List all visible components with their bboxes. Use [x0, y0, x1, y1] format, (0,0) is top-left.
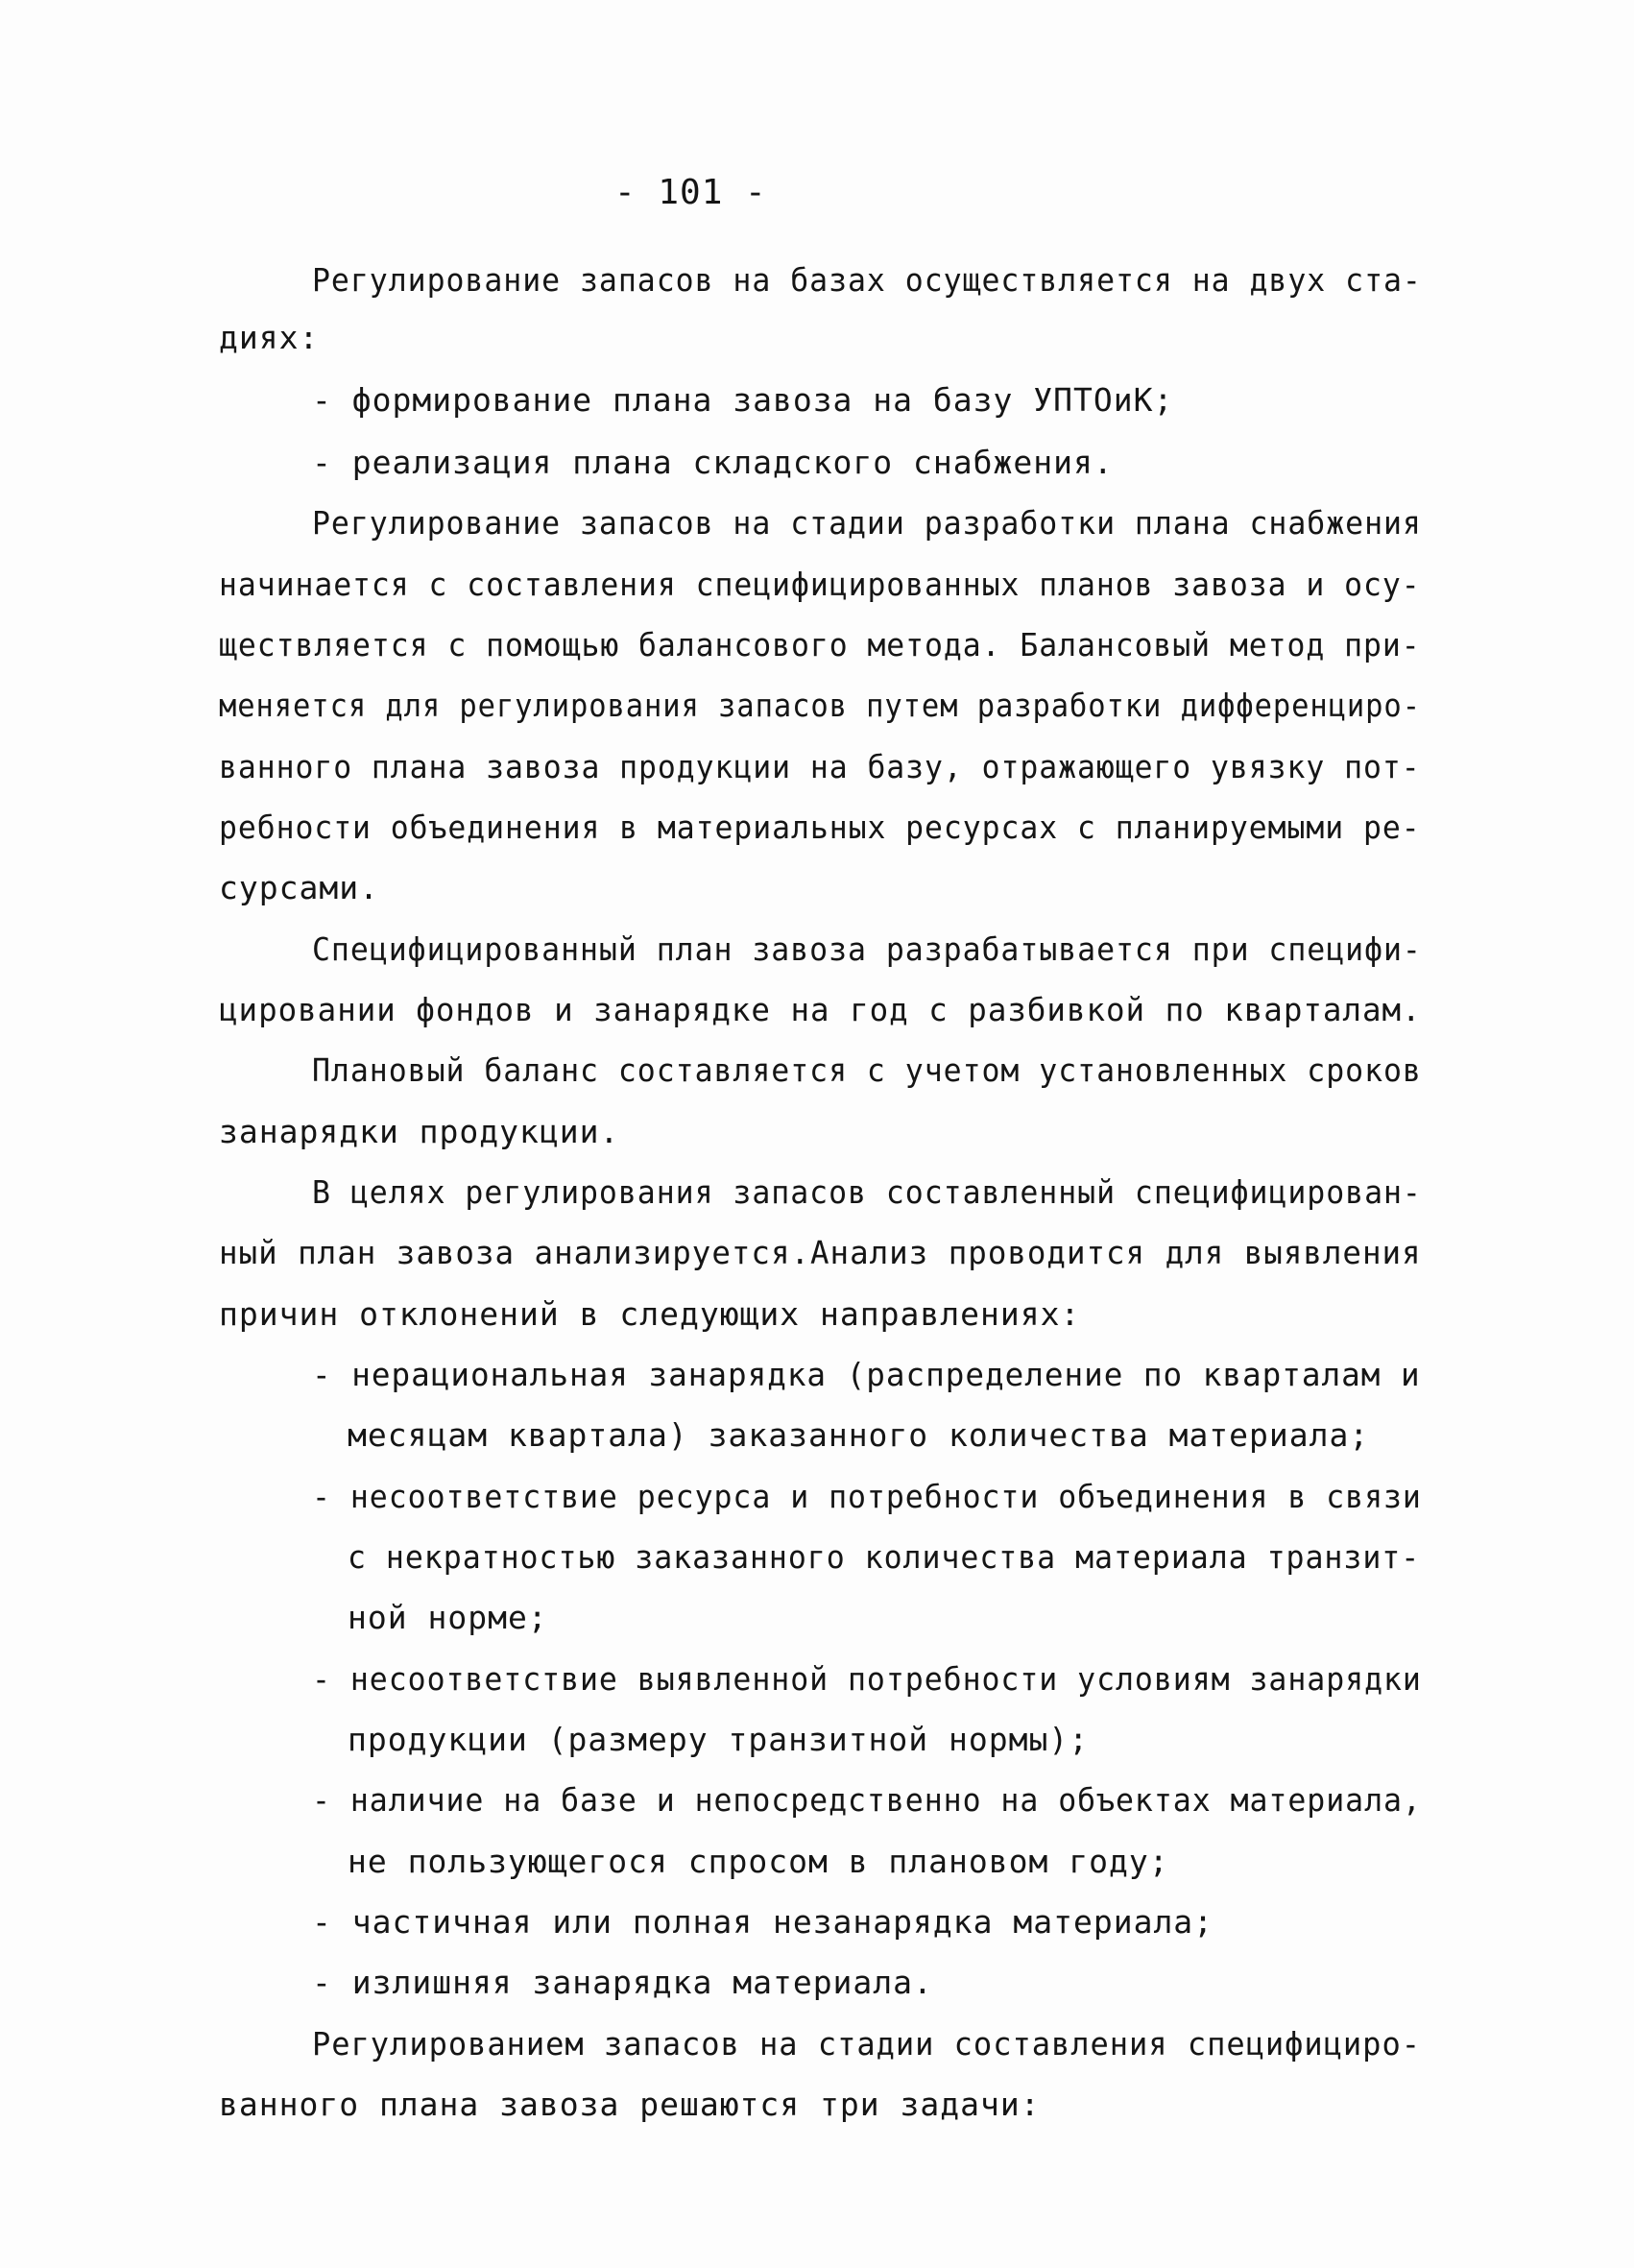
text-line: ный план завоза анализируется.Анализ проводится для выявления: [219, 1234, 1422, 1271]
text-line: диях:: [219, 319, 320, 356]
text-line: - излишняя занарядка материала.: [312, 1964, 933, 2001]
text-line: сурсами.: [219, 869, 379, 906]
text-line: - частичная или полная незанарядка материала;: [312, 1903, 1214, 1941]
text-line: Плановый баланс составляется с учетом установленных сроков: [312, 1051, 1422, 1089]
text-line: Регулирование запасов на стадии разработки плана снабжения: [312, 504, 1422, 542]
text-line: - несоответствие ресурса и потребности объединения в связи: [312, 1478, 1422, 1515]
text-line: ной норме;: [348, 1599, 548, 1636]
text-line: ванного плана завоза продукции на базу, отражающего увязку пот-: [219, 748, 1421, 785]
text-line: ребности объединения в материальных ресурсах с планируемыми ре-: [219, 808, 1421, 846]
page-number: - 101 -: [614, 173, 767, 212]
text-line: Регулирование запасов на базах осуществляется на двух ста-: [312, 261, 1422, 299]
text-line: - нерациональная занарядка (распределение по кварталам и: [312, 1356, 1421, 1393]
text-line: начинается с составления специфицированных планов завоза и осу-: [219, 566, 1421, 603]
text-line: продукции (размеру транзитной нормы);: [348, 1721, 1090, 1758]
text-line: цировании фондов и занарядке на год с разбивкой по кварталам.: [219, 991, 1422, 1028]
text-line: не пользующегося спросом в плановом году;: [348, 1843, 1169, 1880]
text-line: В целях регулирования запасов составленный специфицирован-: [312, 1173, 1422, 1211]
text-line: - несоответствие выявленной потребности условиям занарядки: [312, 1660, 1422, 1698]
text-line: причин отклонений в следующих направлениях:: [219, 1295, 1081, 1333]
text-line: с некратностью заказанного количества материала транзит-: [348, 1538, 1421, 1576]
text-line: - реализация плана складского снабжения.: [312, 444, 1114, 481]
text-line: - наличие на базе и непосредственно на объектах материала,: [312, 1781, 1422, 1819]
text-line: занарядки продукции.: [219, 1113, 620, 1150]
text-line: ванного плана завоза решаются три задачи:: [219, 2086, 1041, 2123]
text-line: Специфицированный план завоза разрабатывается при специфи-: [312, 930, 1422, 968]
text-line: ществляется с помощью балансового метода. Балансовый метод при-: [219, 626, 1421, 664]
text-line: - формирование плана завоза на базу УПТОиК;: [312, 381, 1174, 419]
text-line: Регулированием запасов на стадии составления специфициро-: [312, 2025, 1421, 2063]
text-line: меняется для регулирования запасов путем разработки дифференциро-: [219, 687, 1421, 724]
text-line: месяцам квартала) заказанного количества материала;: [348, 1416, 1370, 1454]
